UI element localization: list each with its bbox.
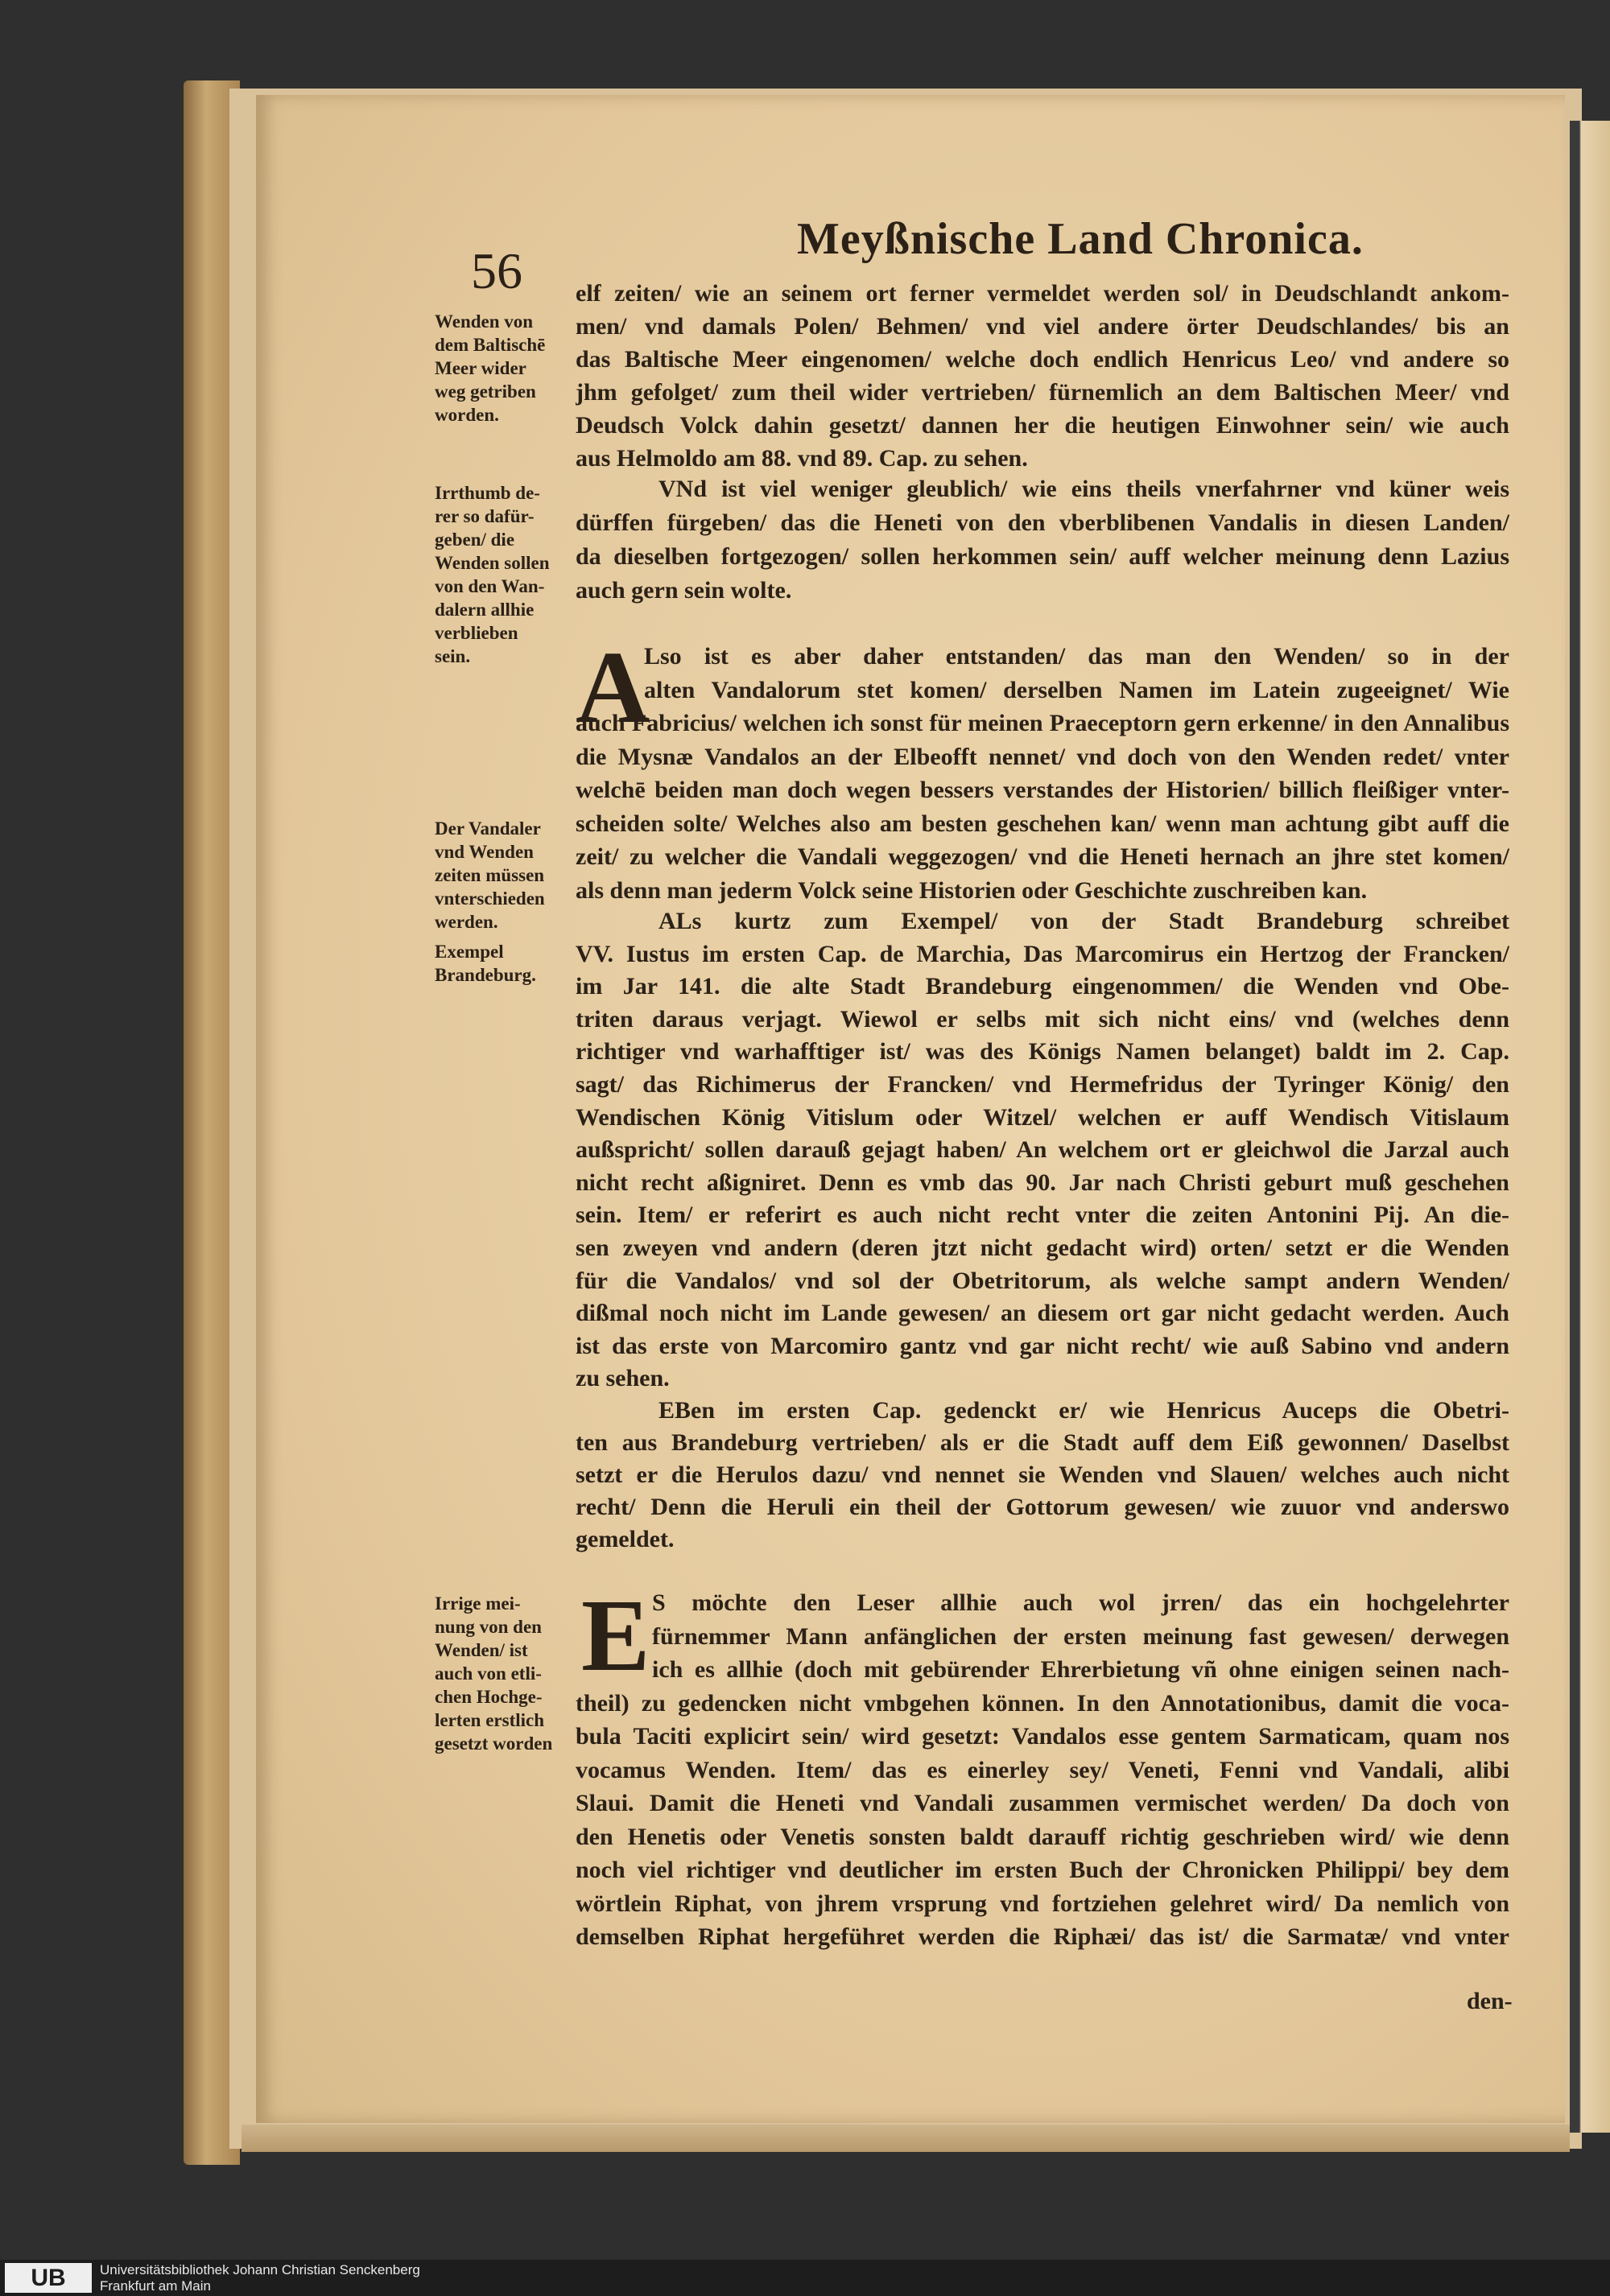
text-line: setzt er die Herulos dazu/ vnd nennet sie Wenden vnd Slauen/ welches auch nicht — [576, 1461, 1509, 1488]
margin-note-line: lerten erstlich — [435, 1710, 545, 1730]
drop-cap: E — [581, 1578, 650, 1692]
text-line: alten Vandalorum stet komen/ derselben Namen im Latein zugeeignet/ Wie — [644, 676, 1509, 703]
margin-note-line: gesetzt worden — [435, 1733, 553, 1754]
text-line: zu sehen. — [576, 1365, 670, 1392]
text-line: S möchte den Leser allhie auch wol jrren/ das ein hochgelehrter — [652, 1589, 1509, 1616]
margin-note-line: worden. — [435, 405, 499, 425]
paragraph — [576, 472, 1509, 608]
text-line: fürnemmer Mann anfänglichen der ersten meinung fast gewesen/ derwegen — [652, 1622, 1509, 1650]
text-line: welchē beiden man doch wegen bessers verstandes der Historien/ billich fleißiger vnter- — [576, 777, 1509, 803]
margin-note-line: chen Hochge- — [435, 1687, 543, 1707]
paragraph — [576, 277, 1509, 475]
margin-note-line: nung von den — [435, 1617, 542, 1637]
margin-note-line: Wenden/ ist — [435, 1640, 528, 1660]
margin-note-line: zeiten müssen — [435, 865, 545, 885]
text-line: das Baltische Meer eingenomen/ welche doch endlich Henricus Leo/ vnd andere so — [576, 346, 1509, 373]
margin-note — [435, 940, 578, 987]
margin-note — [435, 481, 578, 668]
library-logo[interactable]: UB — [5, 2263, 92, 2293]
text-line: EBen im ersten Cap. gedenckt er/ wie Henricus Auceps die Obetri- — [658, 1397, 1509, 1424]
text-line: VV. Iustus im ersten Cap. de Marchia, Das Marcomirus ein Hertzog der Francken/ — [576, 940, 1509, 967]
text-line: theil) zu gedencken nicht vmbgehen können. In den Annotationibus, damit die voca- — [576, 1689, 1509, 1717]
text-line: Deudsch Volck dahin gesetzt/ dannen her die heutigen Einwohner sein/ wie auch — [576, 412, 1509, 439]
text-line: jhm gefolget/ zum theil wider vertrieben/ fürnemlich an dem Baltischen Meer/ vnd — [576, 379, 1509, 406]
text-line: vocamus Wenden. Item/ das es einerley sey/ Veneti, Fenni vnd Vandali, alibi — [576, 1756, 1509, 1783]
text-line: men/ vnd damals Polen/ Behmen/ vnd viel andere örter Deudschlandes/ bis an — [576, 313, 1509, 340]
text-line: zeit/ zu welcher die Vandali weggezogen/ vnd die Heneti hernach an jhre stet komen/ — [576, 843, 1509, 870]
text-line: Wendischen König Vitislum oder Witzel/ welchen er auff Wendisch Vitislaum — [576, 1103, 1509, 1131]
running-title: Meyßnische Land Chronica. — [797, 214, 1364, 264]
text-line: elf zeiten/ wie an seinem ort ferner vermeldet werden sol/ in Deudschlandt ankom- — [576, 280, 1509, 307]
text-line: Slaui. Damit die Heneti vnd Vandali zusammen vermischet werden/ Da doch von — [576, 1790, 1509, 1816]
text-line: ist das erste von Marcomiro gantz vnd gar nicht recht/ wie auß Sabino vnd andern — [576, 1332, 1509, 1359]
paragraph — [576, 1578, 1509, 1954]
text-line: die Mysnæ Vandalos an der Elbeofft nennet/ vnd doch von den Wenden redet/ vnter — [576, 743, 1509, 770]
margin-note-line: rer so dafür- — [435, 506, 535, 526]
paragraph — [576, 640, 1509, 907]
text-line: wörtlein Riphat, von jhrem vrsprung vnd fortziehen gelehret wird/ Da nemlich von — [576, 1890, 1509, 1917]
margin-note-line: weg getriben — [435, 381, 536, 402]
text-line: ich es allhie (doch mit gebürender Ehrerbietung vñ ohne einigen seinen nach- — [652, 1656, 1509, 1683]
text-line: sen zweyen vnd andern (deren jtzt nicht gedacht wird) orten/ setzt er die Wenden — [576, 1234, 1509, 1261]
text-line: dürffen fürgeben/ das die Heneti von den vberblibenen Vandalis in diesen Landen/ — [576, 509, 1509, 536]
text-line: noch viel richtiger vnd deutlicher im ersten Buch der Chronicken Philippi/ bey dem — [576, 1857, 1509, 1883]
text-line: für die Vandalos/ vnd sol der Obetritorum, als welche sampt andern Wenden/ — [576, 1267, 1509, 1294]
margin-note-line: vnd Wenden — [435, 842, 534, 862]
margin-note-line: Der Vandaler — [435, 818, 541, 839]
text-line: im Jar 141. die alte Stadt Brandeburg eingenommen/ die Wenden vnd Obe- — [576, 973, 1509, 1000]
page-number: 56 — [471, 242, 522, 299]
drop-cap: A — [576, 630, 650, 744]
margin-note-line: Wenden sollen — [435, 553, 550, 573]
paragraph — [576, 1395, 1509, 1556]
text-line: richtiger vnd warhafftiger ist/ was des Königs Namen belanget) baldt im 2. Cap. — [576, 1038, 1509, 1066]
text-line: sein. Item/ er referirt es auch nicht recht vnter die zeiten Antonini Pij. An die- — [576, 1202, 1509, 1229]
margin-note-line: Exempel — [435, 942, 504, 962]
margin-note — [435, 817, 578, 934]
text-line: VNd ist viel weniger gleublich/ wie eins theils vnerfahrner vnd küner weis — [658, 476, 1509, 502]
margin-note-line: von den Wan- — [435, 576, 545, 596]
text-line: nicht recht aßigniret. Denn es vmb das 90. Jar nach Christi geburt muß geschehen — [576, 1169, 1509, 1196]
text-line: demselben Riphat hergeführet werden die Riphæi/ das ist/ die Sarmatæ/ vnd vnter — [576, 1923, 1509, 1950]
text-line: ALs kurtz zum Exempel/ von der Stadt Brandeburg schreibet — [658, 908, 1509, 934]
paragraph — [576, 905, 1509, 1395]
text-line: dißmal noch nicht im Lande gewesen/ an diesem ort gar nicht gedacht werden. Auch — [576, 1300, 1509, 1327]
text-line: recht/ Denn die Heruli ein theil der Gottorum gewesen/ wie zuuor vnd anderswo — [576, 1494, 1509, 1520]
catchword: den- — [1467, 1988, 1513, 2014]
margin-note — [435, 1592, 578, 1755]
margin-note-line: dalern allhie — [435, 600, 535, 620]
footer-bar — [0, 2260, 1610, 2296]
facing-page-edge — [1570, 121, 1610, 2133]
text-line: scheiden solte/ Welches also am besten geschehen kan/ wenn man achtung gibt auff die — [576, 810, 1509, 837]
text-line: gemeldet. — [576, 1526, 675, 1552]
margin-note-line: vnterschieden — [435, 888, 545, 909]
library-city: Frankfurt am Main — [100, 2278, 211, 2294]
text-line: sagt/ das Richimerus der Francken/ vnd Hermefridus der Tyringer König/ den — [576, 1070, 1509, 1098]
text-line: auch Fabricius/ welchen ich sonst für meinen Praeceptorn gern erkenne/ in den Annalibus — [576, 710, 1509, 736]
margin-note-line: verblieben — [435, 623, 518, 643]
text-line: Lso ist es aber daher entstanden/ das man den Wenden/ so in der — [644, 643, 1509, 670]
margin-note-line: dem Baltischē — [435, 335, 546, 355]
text-line: außspricht/ sollen darauß gejagt haben/ An welchem ort er gleichwol die Jarzal auch — [576, 1136, 1509, 1164]
text-line: als denn man jederm Volck seine Historien oder Geschichte zuschreiben kan. — [576, 876, 1368, 904]
text-line: auch gern sein wolte. — [576, 577, 792, 604]
margin-note-line: Irrthumb de- — [435, 483, 540, 503]
margin-note-line: sein. — [435, 646, 471, 666]
text-line: ten aus Brandeburg vertrieben/ als er die Stadt auff dem Eiß gewonnen/ Daselbst — [576, 1429, 1509, 1456]
margin-note-line: Irrige mei- — [435, 1593, 521, 1614]
library-name: Universitätsbibliothek Johann Christian Senckenberg — [100, 2262, 420, 2277]
margin-note-line: Wenden von — [435, 311, 534, 332]
margin-note-line: Brandeburg. — [435, 965, 536, 985]
margin-note — [435, 310, 578, 427]
margin-note-line: Meer wider — [435, 358, 526, 378]
text-line: den Henetis oder Venetis sonsten baldt darauff richtig geschrieben wird/ wie denn — [576, 1823, 1509, 1850]
text-line: aus Helmoldo am 88. vnd 89. Cap. zu sehen. — [576, 445, 1028, 472]
margin-note-line: auch von etli- — [435, 1663, 542, 1684]
text-line: triten daraus verjagt. Wiewol er selbs mit sich nicht eins/ vnd (welches denn — [576, 1005, 1509, 1033]
text-line: da dieselben fortgezogen/ sollen herkommen sein/ auff welcher meinung denn Lazius — [576, 543, 1509, 570]
margin-note-line: werden. — [435, 912, 498, 932]
text-line: bula Taciti explicirt sein/ wird gesetzt: Vandalos esse gentem Sarmaticam, quam nos — [576, 1723, 1509, 1750]
margin-note-line: geben/ die — [435, 530, 515, 550]
page-bottom-edge — [242, 2125, 1570, 2152]
